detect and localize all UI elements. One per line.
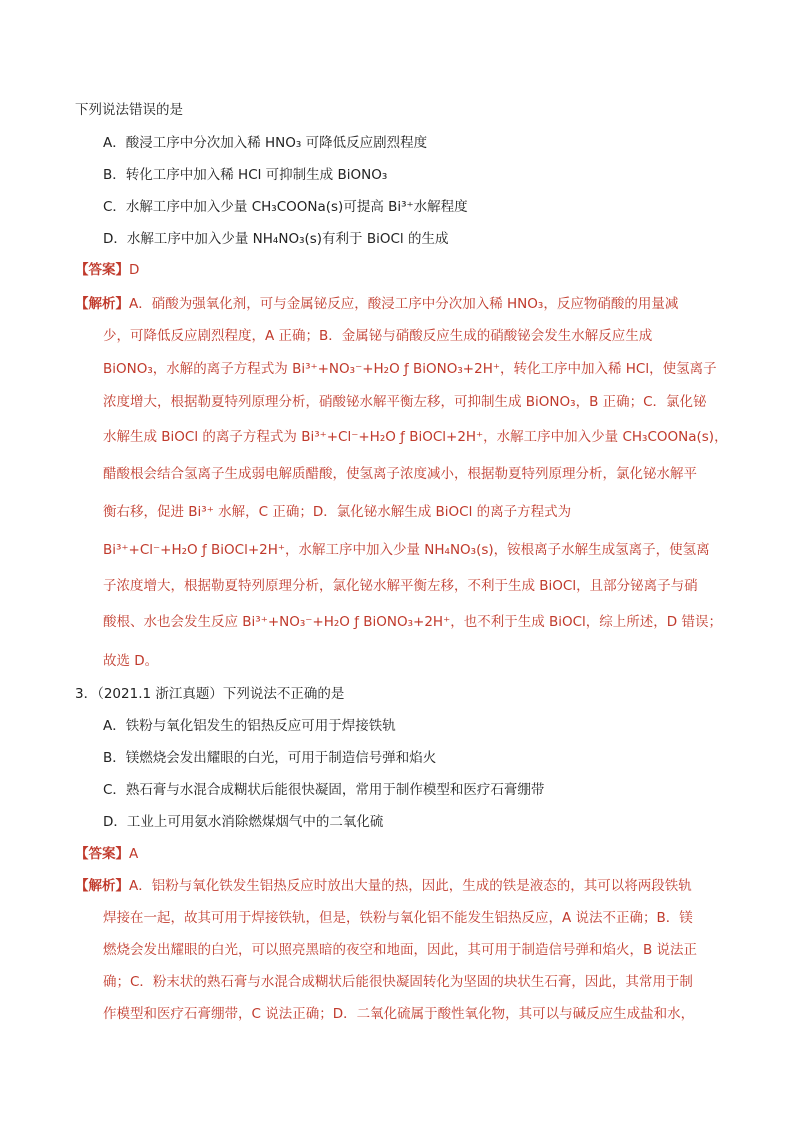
answer-row xyxy=(75,260,139,280)
option-b: B．镁燃烧会发出耀眼的白光，可用于制造信号弹和焰火 xyxy=(103,750,437,766)
option-d: D．工业上可用氨水消除燃煤烟气中的二氧化硫 xyxy=(103,814,384,830)
analysis-text: 浓度增大，根据勒夏特列原理分析，硝酸铋水解平衡左移，可抑制生成 BiONO₃，B 正确；C．氯化铋 xyxy=(103,394,707,410)
analysis-text: 燃烧会发出耀眼的白光，可以照亮黑暗的夜空和地面，因此，其可用于制造信号弹和焰火，B 说法正 xyxy=(103,942,698,958)
analysis-text: Bi³⁺+Cl⁻+H₂O ƒ BiOCl+2H⁺，水解工序中加入少量 NH₄NO₃(s)，铵根离子水解生成氢离子，使氢离 xyxy=(103,542,710,558)
analysis-text: 子浓度增大，根据勒夏特列原理分析，氯化铋水解平衡左移，不利于生成 BiOCl，且部分铋离子与硝 xyxy=(103,578,698,594)
analysis-text: 衡右移，促进 Bi³⁺ 水解，C 正确；D．氯化铋水解生成 BiOCl 的离子方程式为 xyxy=(103,504,572,520)
analysis-text: 醋酸根会结合氢离子生成弱电解质醋酸，使氢离子浓度减小，根据勒夏特列原理分析，氯化铋水解平 xyxy=(103,466,697,482)
question-stem: 3．（2021.1 浙江真题）下列说法不正确的是 xyxy=(75,686,345,702)
option-c: C．熟石膏与水混合成糊状后能很快凝固，常用于制作模型和医疗石膏绷带 xyxy=(103,782,545,798)
answer-value: A xyxy=(129,846,139,862)
analysis-first-line xyxy=(75,876,692,896)
analysis-text: 确；C．粉末状的熟石膏与水混合成糊状后能很快凝固转化为坚固的块状生石膏，因此，其常用于制 xyxy=(103,974,693,990)
analysis-text: 作模型和医疗石膏绷带，C 说法正确；D．二氧化硫属于酸性氧化物，其可以与碱反应生成盐和水， xyxy=(103,1006,695,1022)
analysis-text: 故选 D。 xyxy=(103,653,159,669)
option-b: B．转化工序中加入稀 HCl 可抑制生成 BiONO₃ xyxy=(103,167,388,183)
analysis-text: A．硝酸为强氧化剂，可与金属铋反应，酸浸工序中分次加入稀 HNO₃，反应物硝酸的用量减 xyxy=(129,296,679,312)
question-stem: 下列说法错误的是 xyxy=(75,102,183,118)
option-a: A．酸浸工序中分次加入稀 HNO₃ 可降低反应剧烈程度 xyxy=(103,135,428,151)
answer-tag: 【答案】 xyxy=(75,262,129,278)
analysis-first-line xyxy=(75,294,678,314)
analysis-tag: 【解析】 xyxy=(75,296,129,312)
analysis-text: BiONO₃，水解的离子方程式为 Bi³⁺+NO₃⁻+H₂O ƒ BiONO₃+2H⁺，转化工序中加入稀 HCl，使氢离子 xyxy=(103,361,717,377)
option-a: A．铁粉与氧化铝发生的铝热反应可用于焊接铁轨 xyxy=(103,718,396,734)
analysis-text: A．铝粉与氧化铁发生铝热反应时放出大量的热，因此，生成的铁是液态的，其可以将两段铁轨 xyxy=(129,878,692,894)
answer-value: D xyxy=(129,262,140,278)
analysis-text: 少，可降低反应剧烈程度，A 正确；B．金属铋与硝酸反应生成的硝酸铋会发生水解反应生成 xyxy=(103,328,653,344)
answer-tag: 【答案】 xyxy=(75,846,129,862)
option-d: D．水解工序中加入少量 NH₄NO₃(s)有利于 BiOCl 的生成 xyxy=(103,231,449,247)
option-c: C．水解工序中加入少量 CH₃COONa(s)可提高 Bi³⁺水解程度 xyxy=(103,199,468,215)
answer-row xyxy=(75,844,138,864)
analysis-text: 水解生成 BiOCl 的离子方程式为 Bi³⁺+Cl⁻+H₂O ƒ BiOCl+2H⁺，水解工序中加入少量 CH₃COONa(s)， xyxy=(103,429,728,445)
analysis-text: 焊接在一起，故其可用于焊接铁轨，但是，铁粉与氧化铝不能发生铝热反应，A 说法不正确；B．镁 xyxy=(103,910,693,926)
analysis-tag: 【解析】 xyxy=(75,878,129,894)
analysis-text: 酸根、水也会发生反应 Bi³⁺+NO₃⁻+H₂O ƒ BiONO₃+2H⁺，也不利于生成 BiOCl，综上所述，D 错误； xyxy=(103,614,722,630)
